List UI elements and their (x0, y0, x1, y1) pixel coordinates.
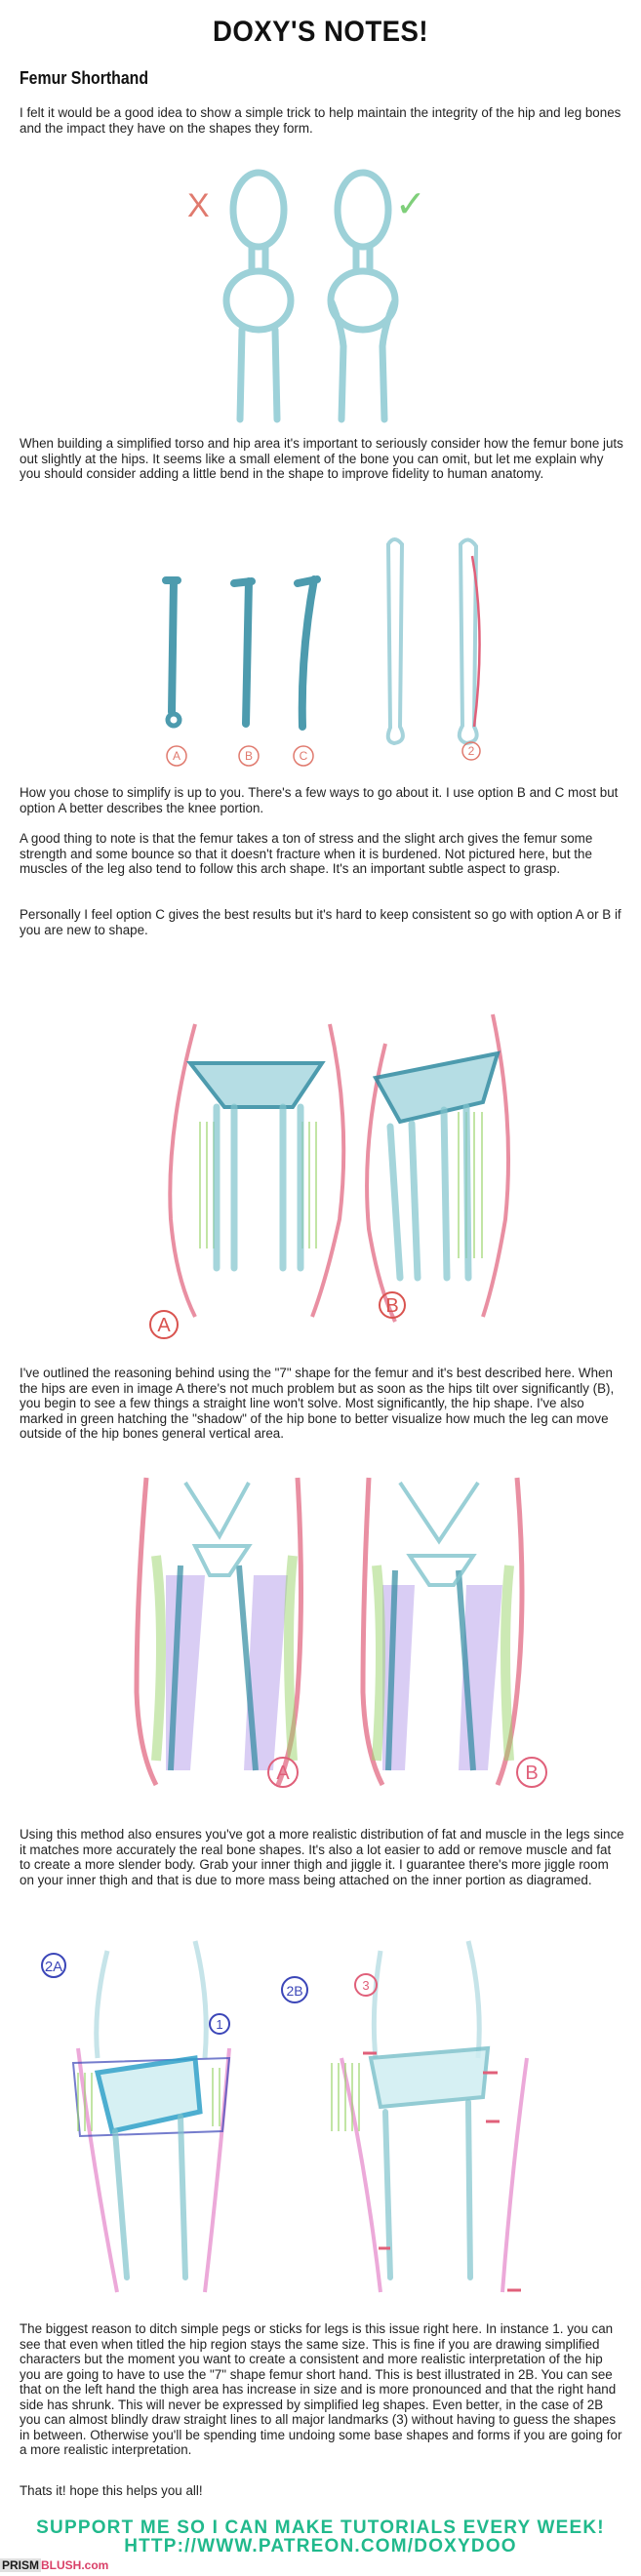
thigh-sketch-b (363, 1478, 522, 1785)
check-mark-icon: ✓ (395, 182, 426, 225)
label-a: A (157, 1315, 171, 1336)
figure-instance-comparison (0, 1912, 641, 2312)
femur-option-a (166, 580, 178, 712)
paragraph-intro: I felt it would be a good idea to show a simple trick to help maintain the integrity of the hip and leg bones and the impact they have on the shapes they form. (20, 105, 621, 136)
figure-femur-options (0, 517, 641, 780)
label-b: B (525, 1763, 539, 1784)
figure-hip-comparison (0, 156, 641, 429)
paragraph-arch: A good thing to note is that the femur takes a ton of stress and the slight arch gives the femur some strength and some bounce so that it doesn't fracture when it is burdened. Not pictured here, but the muscles of the leg also tend to follow this arch shape. It's an important subtle aspect to grasp. (20, 831, 593, 876)
instance-sketch-1 (73, 1941, 229, 2292)
skeleton-right (331, 173, 395, 419)
paragraph-option-c: Personally I feel option C gives the best results but it's hard to keep consistent so go with option A or B if you are new to shape. (20, 907, 621, 937)
label-c: C (299, 749, 308, 763)
femur-bone-reference (388, 539, 477, 743)
label-b: B (385, 1295, 399, 1317)
wrong-mark-icon: X (187, 187, 210, 224)
paragraph-distribution: Using this method also ensures you've got a more realistic distribution of fat and muscle in the legs since it matches more accurately the real bone shapes. It's also a lot easier to add or remove muscle and fat to create a more slender body. Grab your inner thigh and jiggle it. I guarantee there's more jiggle room on your inner thigh and that is due to more mass being attached on the inner portion as diagramed. (20, 1827, 624, 1887)
figure-muscle-distribution (0, 1458, 641, 1809)
label-2a: 2A (44, 1959, 63, 1975)
thigh-sketch-a (137, 1478, 301, 1785)
femur-option-b (234, 581, 252, 724)
support-banner: SUPPORT ME SO I CAN MAKE TUTORIALS EVERY WEEK! (36, 2517, 605, 2538)
figure-hip-tilt (0, 985, 641, 1356)
label-2b: 2B (286, 1983, 303, 1999)
paragraph-seven-shape: I've outlined the reasoning behind using the "7" shape for the femur and it's best described here. When the hips are even in image A there's not much problem but as soon as the hips tilt over significantly (B), you begin to see a few things a straight line won't solve. Most significantly, the hip shape. I've also marked in green hatching the "shadow" of the hip bone to better visualize how much the leg can move outside of the hip bones general vertical area. (20, 1366, 615, 1441)
label-3: 3 (362, 1978, 370, 1993)
skeleton-left (226, 173, 291, 419)
brand-part-2: BLUSH.com (41, 2558, 109, 2572)
label-b: B (244, 749, 254, 763)
paragraph-instances: The biggest reason to ditch simple pegs or sticks for legs is this issue right here. In instance 1. you can see that even when titled the hip region stays the same size. This is fine if you are drawing simplified characters but the moment you want to create a consistent and more realistic interpretation of the hip you are going to have to use the "7" shape femur short hand. This is best illustrated in 2B. You can see that on the left hand the thigh area has increase in size and is more pronounced and that the right hand side has shrunk. This will never be expressed by simplified leg shapes. Even better, in the case of 2B you can almost blindly draw straight lines to all major landmarks (3) without having to guess the shapes in between. Otherwise you'll be spending time undoing some base shapes and forms if you are going for a more realistic interpretation. (20, 2321, 622, 2457)
label-2: 2 (467, 744, 475, 758)
section-subtitle: Femur Shorthand (20, 68, 149, 88)
paragraph-femur-jut: When building a simplified torso and hip area it's important to seriously consider how the femur bone juts out slightly at the hips. It seems like a small element of the bone you can omit, but let me explain why you should consider adding a little bend in the shape to improve fidelity to human anatomy. (20, 436, 623, 481)
paragraph-closing: Thats it! hope this helps you all! (20, 2483, 203, 2498)
prismblush-logo (0, 2557, 108, 2573)
label-1: 1 (216, 2017, 223, 2032)
paragraph-simplify: How you chose to simplify is up to you. There's a few ways to go about it. I use option B and C most but option A better describes the knee portion. (20, 785, 619, 815)
hip-tilted-sketch (367, 1014, 508, 1322)
patreon-link[interactable]: HTTP://WWW.PATREON.COM/DOXYDOO (124, 2536, 517, 2556)
label-a: A (172, 749, 181, 763)
hip-even-sketch (170, 1024, 343, 1317)
femur-option-c (298, 579, 317, 727)
page-title: DOXY'S NOTES! (212, 16, 429, 48)
label-a: A (276, 1763, 290, 1784)
brand-part-1: PRISM (2, 2558, 40, 2572)
